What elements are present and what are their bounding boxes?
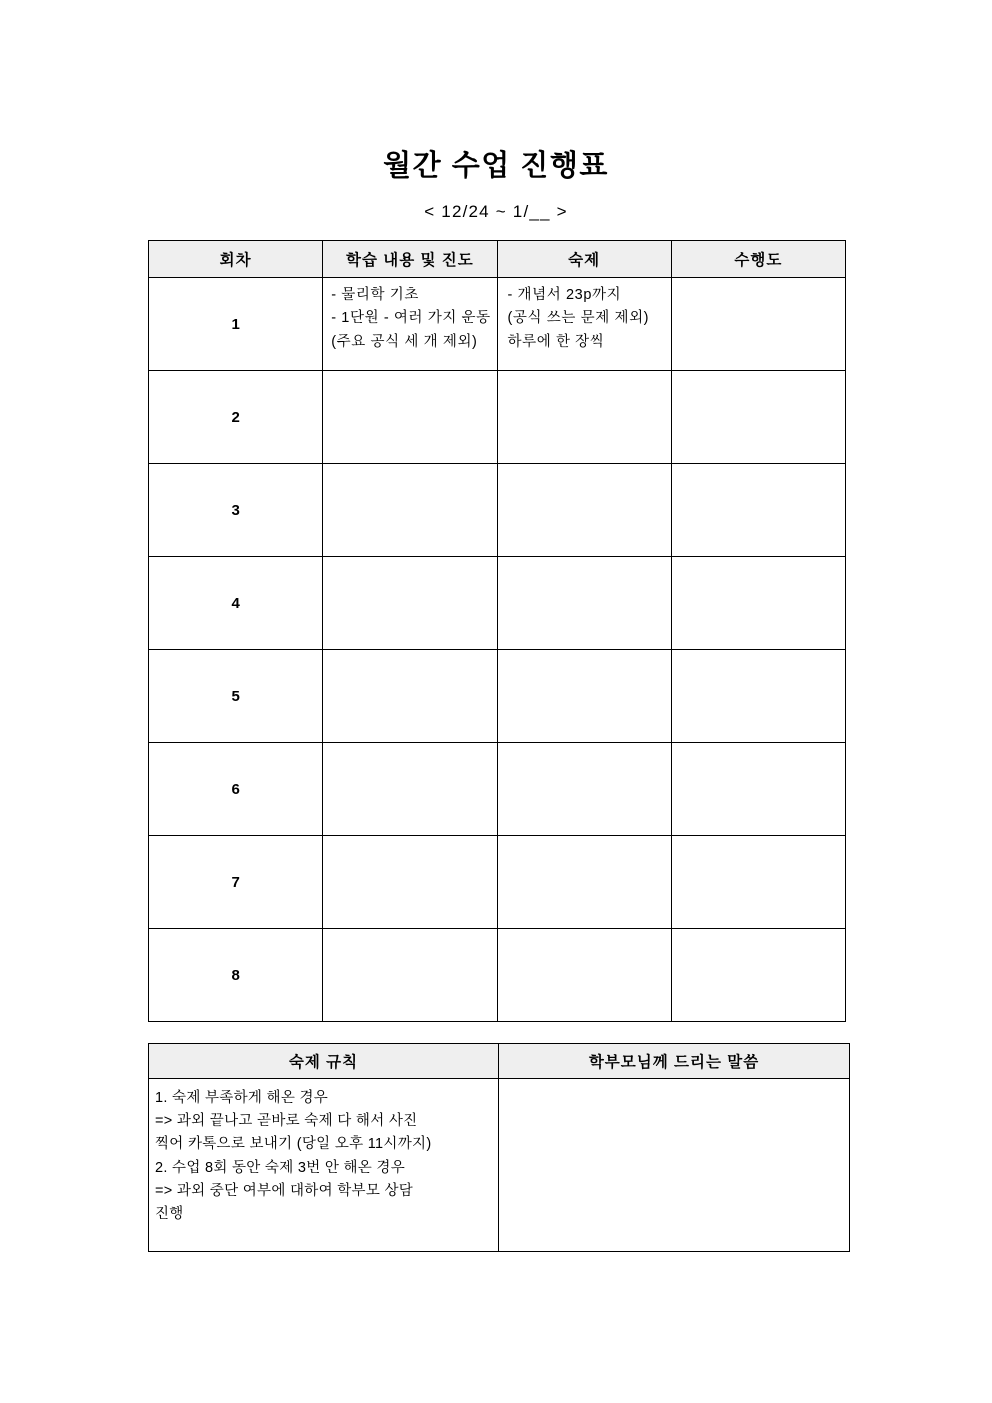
learning-content-cell-text xyxy=(323,557,496,563)
table-row xyxy=(149,464,846,557)
column-header-content: 학습 내용 및 진도 xyxy=(323,241,497,278)
session-number-cell: 6 xyxy=(149,743,323,836)
learning-content-cell[interactable] xyxy=(323,464,497,557)
learning-content-cell-text xyxy=(323,743,496,749)
homework-cell-text xyxy=(498,371,671,377)
learning-content-cell-text xyxy=(323,836,496,842)
learning-content-cell-text xyxy=(323,929,496,935)
session-number-cell: 7 xyxy=(149,836,323,929)
learning-content-cell-text xyxy=(323,278,496,354)
table-row xyxy=(149,371,846,464)
performance-cell-text xyxy=(672,929,845,935)
homework-cell-text xyxy=(498,929,671,935)
learning-content-cell-text xyxy=(323,650,496,656)
parent-message-text xyxy=(499,1079,849,1095)
homework-cell-text xyxy=(498,557,671,563)
homework-cell-text xyxy=(498,464,671,470)
performance-cell[interactable] xyxy=(671,929,845,1022)
text-line: (주요 공식 세 개 제외) xyxy=(331,333,478,350)
performance-cell[interactable] xyxy=(671,464,845,557)
schedule-table-header-row xyxy=(149,241,846,278)
homework-cell[interactable] xyxy=(497,557,671,650)
homework-cell-text xyxy=(498,743,671,749)
page-title: 월간 수업 진행표 xyxy=(383,150,609,182)
performance-cell-text xyxy=(672,743,845,749)
notes-table-header-row xyxy=(149,1044,850,1079)
text-line: 2. 수업 8회 동안 숙제 3번 안 해온 경우 xyxy=(155,1159,406,1176)
learning-content-cell[interactable] xyxy=(323,743,497,836)
performance-cell-text xyxy=(672,278,845,284)
performance-cell-text xyxy=(672,371,845,377)
homework-cell[interactable] xyxy=(497,371,671,464)
session-number-cell: 5 xyxy=(149,650,323,743)
text-line: 1. 숙제 부족하게 해온 경우 xyxy=(155,1090,329,1106)
text-line: - 물리학 기초 xyxy=(331,287,419,303)
homework-cell[interactable] xyxy=(497,743,671,836)
text-line: 진행 xyxy=(155,1205,184,1222)
performance-cell[interactable] xyxy=(671,836,845,929)
performance-cell[interactable] xyxy=(671,371,845,464)
homework-cell[interactable] xyxy=(497,278,671,371)
session-number-cell: 2 xyxy=(149,371,323,464)
text-line: - 개념서 23p까지 xyxy=(507,287,622,303)
schedule-table xyxy=(148,240,846,1022)
table-row xyxy=(149,278,846,371)
performance-cell-text xyxy=(672,464,845,470)
homework-cell[interactable] xyxy=(497,464,671,557)
column-header-session: 회차 xyxy=(149,241,323,278)
performance-cell-text xyxy=(672,836,845,842)
performance-cell[interactable] xyxy=(671,650,845,743)
table-row xyxy=(149,929,846,1022)
session-number-cell: 1 xyxy=(149,278,323,371)
homework-cell[interactable] xyxy=(497,650,671,743)
table-row xyxy=(149,557,846,650)
performance-cell-text xyxy=(672,650,845,656)
learning-content-cell[interactable] xyxy=(323,371,497,464)
table-row xyxy=(149,650,846,743)
homework-cell[interactable] xyxy=(497,836,671,929)
homework-cell-text xyxy=(498,836,671,842)
learning-content-cell[interactable] xyxy=(323,929,497,1022)
session-number-cell: 8 xyxy=(149,929,323,1022)
text-line: (공식 쓰는 문제 제외) xyxy=(507,310,650,327)
text-line: - 1단원 - 여러 가지 운동 xyxy=(331,310,491,327)
notes-table-row xyxy=(149,1079,850,1252)
homework-rules-text xyxy=(149,1079,498,1226)
performance-cell[interactable] xyxy=(671,278,845,371)
date-range-subtitle: < 12/24 ~ 1/__ > xyxy=(424,202,568,221)
column-header-performance: 수행도 xyxy=(671,241,845,278)
homework-rules-cell[interactable] xyxy=(149,1079,499,1252)
learning-content-cell-text xyxy=(323,371,496,377)
session-number-cell: 3 xyxy=(149,464,323,557)
column-header-homework: 숙제 xyxy=(497,241,671,278)
text-line: => 과외 끝나고 곧바로 숙제 다 해서 사진 xyxy=(155,1113,418,1130)
table-row xyxy=(149,743,846,836)
schedule-table-body xyxy=(149,278,846,1022)
parent-message-cell[interactable] xyxy=(499,1079,850,1252)
column-header-parent-message: 학부모님께 드리는 말씀 xyxy=(499,1044,850,1079)
table-row xyxy=(149,836,846,929)
learning-content-cell[interactable] xyxy=(323,650,497,743)
text-line: 하루에 한 장씩 xyxy=(507,333,605,350)
text-line: 찍어 카톡으로 보내기 (당일 오후 11시까지) xyxy=(155,1136,432,1153)
learning-content-cell[interactable] xyxy=(323,557,497,650)
learning-content-cell-text xyxy=(323,464,496,470)
notes-table xyxy=(148,1043,850,1252)
learning-content-cell[interactable] xyxy=(323,836,497,929)
session-number-cell: 4 xyxy=(149,557,323,650)
homework-cell-text xyxy=(498,650,671,656)
learning-content-cell[interactable] xyxy=(323,278,497,371)
performance-cell-text xyxy=(672,557,845,563)
homework-cell-text xyxy=(498,278,671,354)
performance-cell[interactable] xyxy=(671,557,845,650)
homework-cell[interactable] xyxy=(497,929,671,1022)
performance-cell[interactable] xyxy=(671,743,845,836)
column-header-homework-rules: 숙제 규칙 xyxy=(149,1044,499,1079)
text-line: => 과외 중단 여부에 대하여 학부모 상담 xyxy=(155,1182,414,1199)
